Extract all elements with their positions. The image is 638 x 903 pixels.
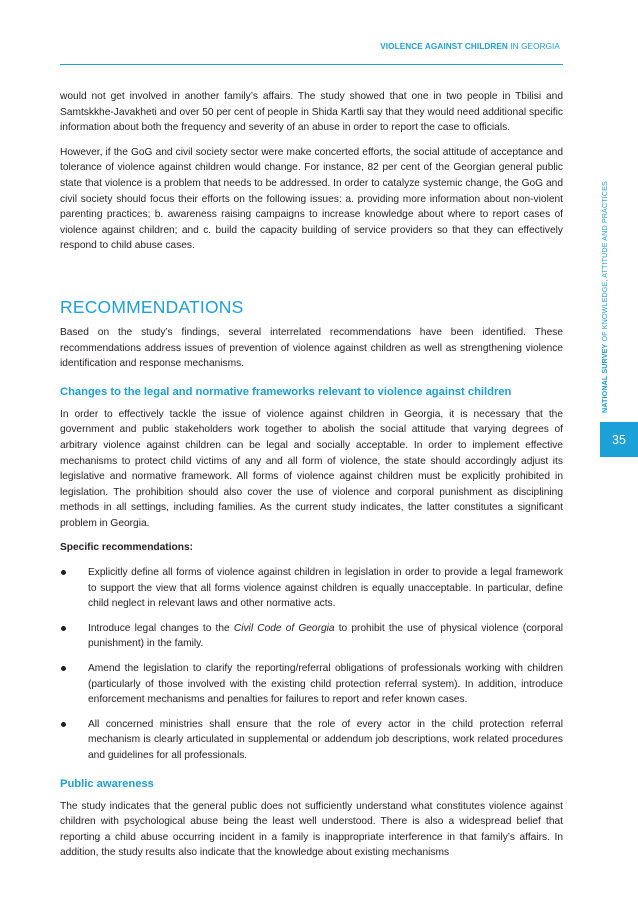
subheading-legal-frameworks: Changes to the legal and normative frameworks relevant to violence against children (60, 385, 512, 398)
bullet-icon (61, 722, 66, 727)
recommendations-list (60, 565, 563, 764)
list-item-text-post: to prohibit the use of physical violence (corporal punishment) in the family. (88, 622, 564, 650)
section-heading-recommendations: RECOMMENDATIONS (60, 296, 244, 317)
list-item-text: Explicitly define all forms of violence against children in legislation in order to provide a legal framework to support the view that all forms violence against children is equally unacceptable. In particular, define child neglect in relevant laws and other normative acts. (88, 567, 563, 610)
paragraph: However, if the GoG and civil society sector were make concerted efforts, the social attitude of acceptance and tolerance of violence against children would change. For instance, 82 per cent of the Georgian general public state that violence is a problem that needs to be addressed. In order to catalyze systemic change, the GoG and civil society should focus their efforts on the following issues: a. providing more information about non-violent parenting practices; b. awareness raising campaigns to increase knowledge about where to report cases of violence against children; and c. build the capacity building of service providers so that they can effectively respond to child abuse cases. (60, 146, 563, 252)
list-item-text-pre: Introduce legal changes to the (88, 622, 234, 634)
header-rule (60, 64, 563, 65)
civil-code-title: Civil Code of Georgia (233, 622, 335, 634)
list-item-text: All concerned ministries shall ensure that the role of every actor in the child protection referral mechanism is clearly articulated in supplemental or addendum job descriptions, work related procedures and guidelines for all professionals. (88, 718, 563, 761)
side-title-bold: NATIONAL SURVEY (600, 343, 609, 413)
paragraph: In order to effectively tackle the issue of violence against children in Georgia, it is necessary that the government and public stakeholders work together to abolish the social attitude that varying degrees of arbitrary violence against children can be legal and socially acceptable. In order to implement effective mechanisms to protect child victims of any and all form of violence, the state should accordingly adjust its legislative and normative framework. All forms of violence against children must be explicitly prohibited in legislation. The prohibition should also cover the use of violence and corporal punishment as disciplining methods in all settings, including families. As the current study indicates, the latter constitutes a significant problem in Georgia. (60, 408, 563, 529)
list-item-text: Amend the legislation to clarify the reporting/referral obligations of professionals working with children (particularly of those involved with the existing child protection referral system). In addition, introduce enforcement mechanisms and penalties for failures to report and refer known cases. (88, 663, 563, 706)
side-title-text (600, 181, 609, 413)
list-item (60, 661, 563, 708)
subheading-public-awareness: Public awareness (60, 777, 154, 790)
bullet-icon (61, 570, 66, 575)
list-item (60, 717, 563, 764)
bullet-icon (61, 626, 66, 631)
bullet-icon (61, 666, 66, 671)
running-header (380, 42, 560, 51)
main-content (60, 89, 563, 870)
paragraph: would not get involved in another family’s affairs. The study showed that one in two people in Tbilisi and Samtskkhe-Javakheti and over 50 per cent of people in Shida Kartli say that they would need additional specific information about both the frequency and severity of an abuse in order to report the case to officials. (60, 91, 563, 134)
side-title (600, 183, 612, 413)
running-header-bold: VIOLENCE AGAINST CHILDREN (380, 42, 508, 51)
paragraph: Based on the study’s findings, several interrelated recommendations have been identified. These recommendations address issues of prevention of violence against children as well as strengthening violence identification and response mechanisms. (60, 326, 563, 370)
specific-recommendations-label: Specific recommendations: (60, 542, 194, 554)
running-header-rest: IN GEORGIA (507, 42, 560, 51)
list-item (60, 621, 563, 652)
list-item (60, 565, 563, 612)
side-title-rest: OF KNOWLEDGE, ATTITUDE AND PRACTICES (600, 181, 609, 344)
page-number: 35 (612, 432, 626, 447)
paragraph: The study indicates that the general public does not sufficiently understand what constitutes violence against children with psychological abuse being the least well understood. There is also a widespread belief that reporting a child abuse occurring incident in a family is inappropriate interference in that family’s affairs. In addition, the study results also indicate that the knowledge about existing mechanisms (60, 800, 563, 859)
page-number-tab (600, 422, 638, 457)
